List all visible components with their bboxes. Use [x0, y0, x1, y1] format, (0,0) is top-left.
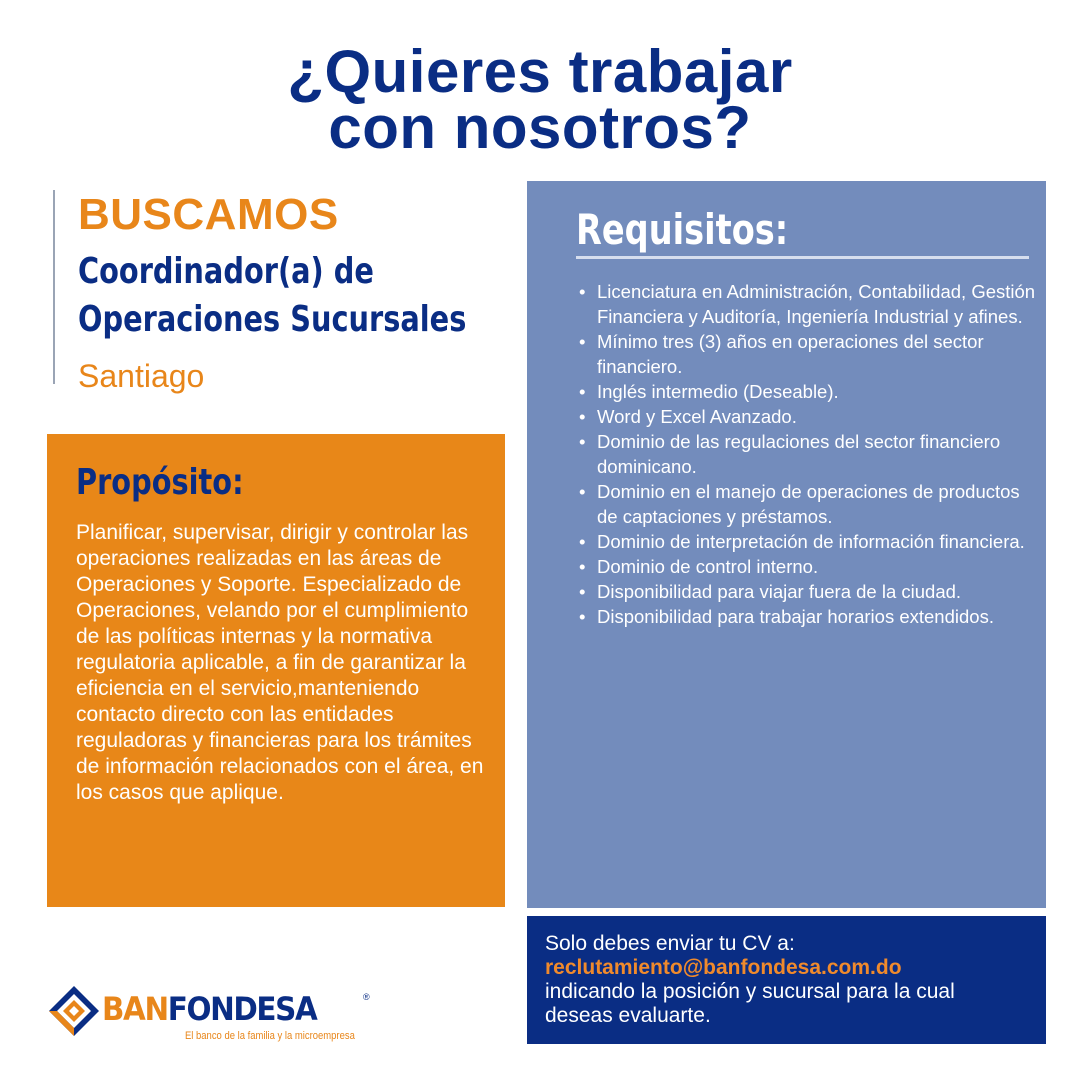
requirement-item: • Dominio de interpretación de información financiera.: [597, 529, 1037, 554]
requirement-item: • Dominio de las regulaciones del sector financiero dominicano.: [597, 429, 1037, 479]
headline: [0, 38, 1080, 161]
brand-wordmark: [102, 990, 316, 1028]
requirements-panel: [527, 181, 1046, 908]
banfondesa-logo: [47, 984, 377, 1044]
requirement-item: • Dominio en el manejo de operaciones de productos de captaciones y préstamos.: [597, 479, 1037, 529]
banfondesa-diamond-icon: [47, 984, 101, 1038]
headline-line-2: con nosotros?: [328, 94, 752, 161]
requirement-item: • Mínimo tres (3) años en operaciones del sector financiero.: [597, 329, 1037, 379]
requirement-item: • Inglés intermedio (Deseable).: [597, 379, 1037, 404]
contact-outro: indicando la posición y sucursal para la cual deseas evaluarte.: [545, 980, 955, 1027]
contact-intro: Solo debes enviar tu CV a:: [545, 932, 795, 955]
purpose-panel: [47, 434, 505, 907]
buscamos-label: BUSCAMOS: [78, 190, 339, 239]
position-title-line-2: Operaciones Sucursales: [78, 299, 467, 340]
contact-text: [545, 932, 985, 1028]
registered-mark: ®: [363, 992, 370, 1002]
requirements-title: Requisitos:: [576, 205, 789, 254]
requirements-divider: [576, 256, 1029, 259]
contact-email-link[interactable]: reclutamiento@banfondesa.com.do: [545, 956, 902, 979]
brand-tagline: El banco de la familia y la microempresa: [185, 1030, 355, 1042]
brand-name-part-2: FONDESA: [167, 990, 317, 1028]
requirement-item: • Disponibilidad para trabajar horarios extendidos.: [597, 604, 1037, 629]
purpose-title: Propósito:: [76, 462, 244, 503]
position-city: Santiago: [78, 358, 205, 394]
headline-line-1: ¿Quieres trabajar: [287, 38, 793, 105]
requirement-item: • Disponibilidad para viajar fuera de la ciudad.: [597, 579, 1037, 604]
requirement-item: • Licenciatura en Administración, Contabilidad, Gestión Financiera y Auditoría, Ingeniería Industrial y afines.: [597, 279, 1037, 329]
brand-name-part-1: BAN: [102, 990, 168, 1028]
requirement-item: • Dominio de control interno.: [597, 554, 1037, 579]
requirement-item: • Word y Excel Avanzado.: [597, 404, 1037, 429]
contact-panel: [527, 916, 1046, 1044]
requirements-list: [597, 279, 1037, 629]
purpose-text: Planificar, supervisar, dirigir y controlar las operaciones realizadas en las áreas de Operaciones y Soporte. Especializado de Operaciones, velando por el cumplimiento de las políticas internas y la normativa regulatoria aplicable, a fin de garantizar la eficiencia en el servicio,manteniendo contacto directo con las entidades reguladoras y financieras para los trámites de información relacionados con el área, en los casos que aplique.: [76, 521, 484, 804]
position-title-line-1: Coordinador(a) de: [78, 251, 374, 292]
position-title: [78, 248, 466, 344]
position-block: [53, 190, 515, 394]
